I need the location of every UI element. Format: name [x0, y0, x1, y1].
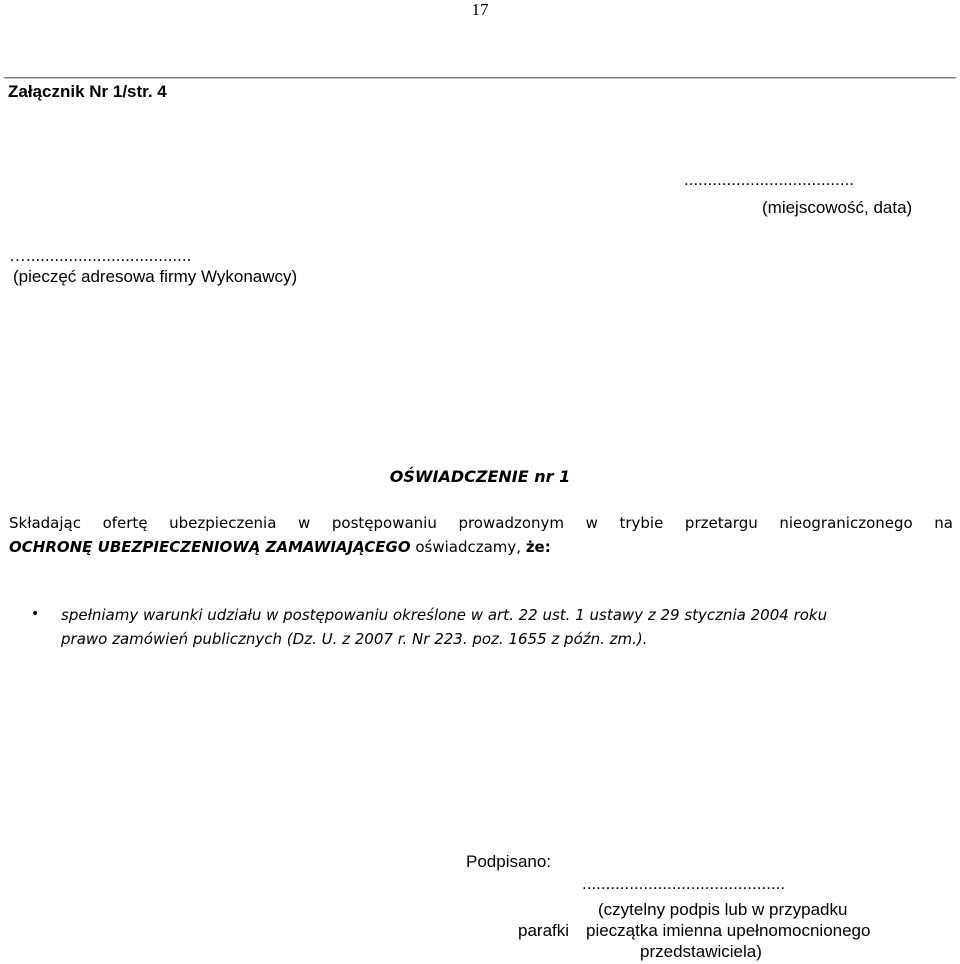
declaration-intro-continuation: [9, 537, 551, 557]
signature-caption-line: przedstawiciela): [640, 942, 762, 961]
place-date-caption: (miejscowość, data): [762, 198, 913, 217]
declaration-title: OŚWIADCZENIE nr 1: [389, 467, 571, 486]
declaration-bullet-line: spełniamy warunki udziału w postępowaniu określone w art. 22 ust. 1 ustawy z 29 stycznia 2004 roku: [61, 606, 828, 624]
company-stamp-caption: (pieczęć adresowa firmy Wykonawcy): [13, 267, 298, 286]
signed-label: Podpisano:: [466, 852, 552, 871]
place-date-dots: ....................................: [684, 170, 855, 189]
declaration-bullet-line: prawo zamówień publicznych (Dz. U. z 2007 r. Nr 223. poz. 1655 z późn. zm.).: [61, 630, 648, 648]
signature-dots: ...........................................: [582, 874, 786, 893]
header-divider: [4, 77, 956, 79]
signature-caption-line: parafki: [518, 921, 570, 940]
bullet-point-icon: •: [31, 606, 40, 622]
declaration-intro-line: Składając ofertę ubezpieczenia w postępowaniu prowadzonym w trybie przetargu nieograniczonego na: [9, 514, 953, 532]
attachment-label: Załącznik Nr 1/str. 4: [8, 82, 167, 101]
page-number: 17: [471, 0, 489, 19]
signature-caption-line: pieczątka imienna upełnomocnionego: [586, 921, 871, 940]
signature-caption-line: (czytelny podpis lub w przypadku: [598, 900, 848, 919]
company-stamp-dots: …...................................: [9, 246, 192, 265]
ordering-party-subject: OCHRONĘ UBEZPIECZENIOWĄ ZAMAWIAJĄCEGO: [9, 538, 411, 556]
declaration-intro-end: że:: [525, 538, 551, 556]
declaration-intro-rest: oświadczamy,: [410, 538, 526, 556]
